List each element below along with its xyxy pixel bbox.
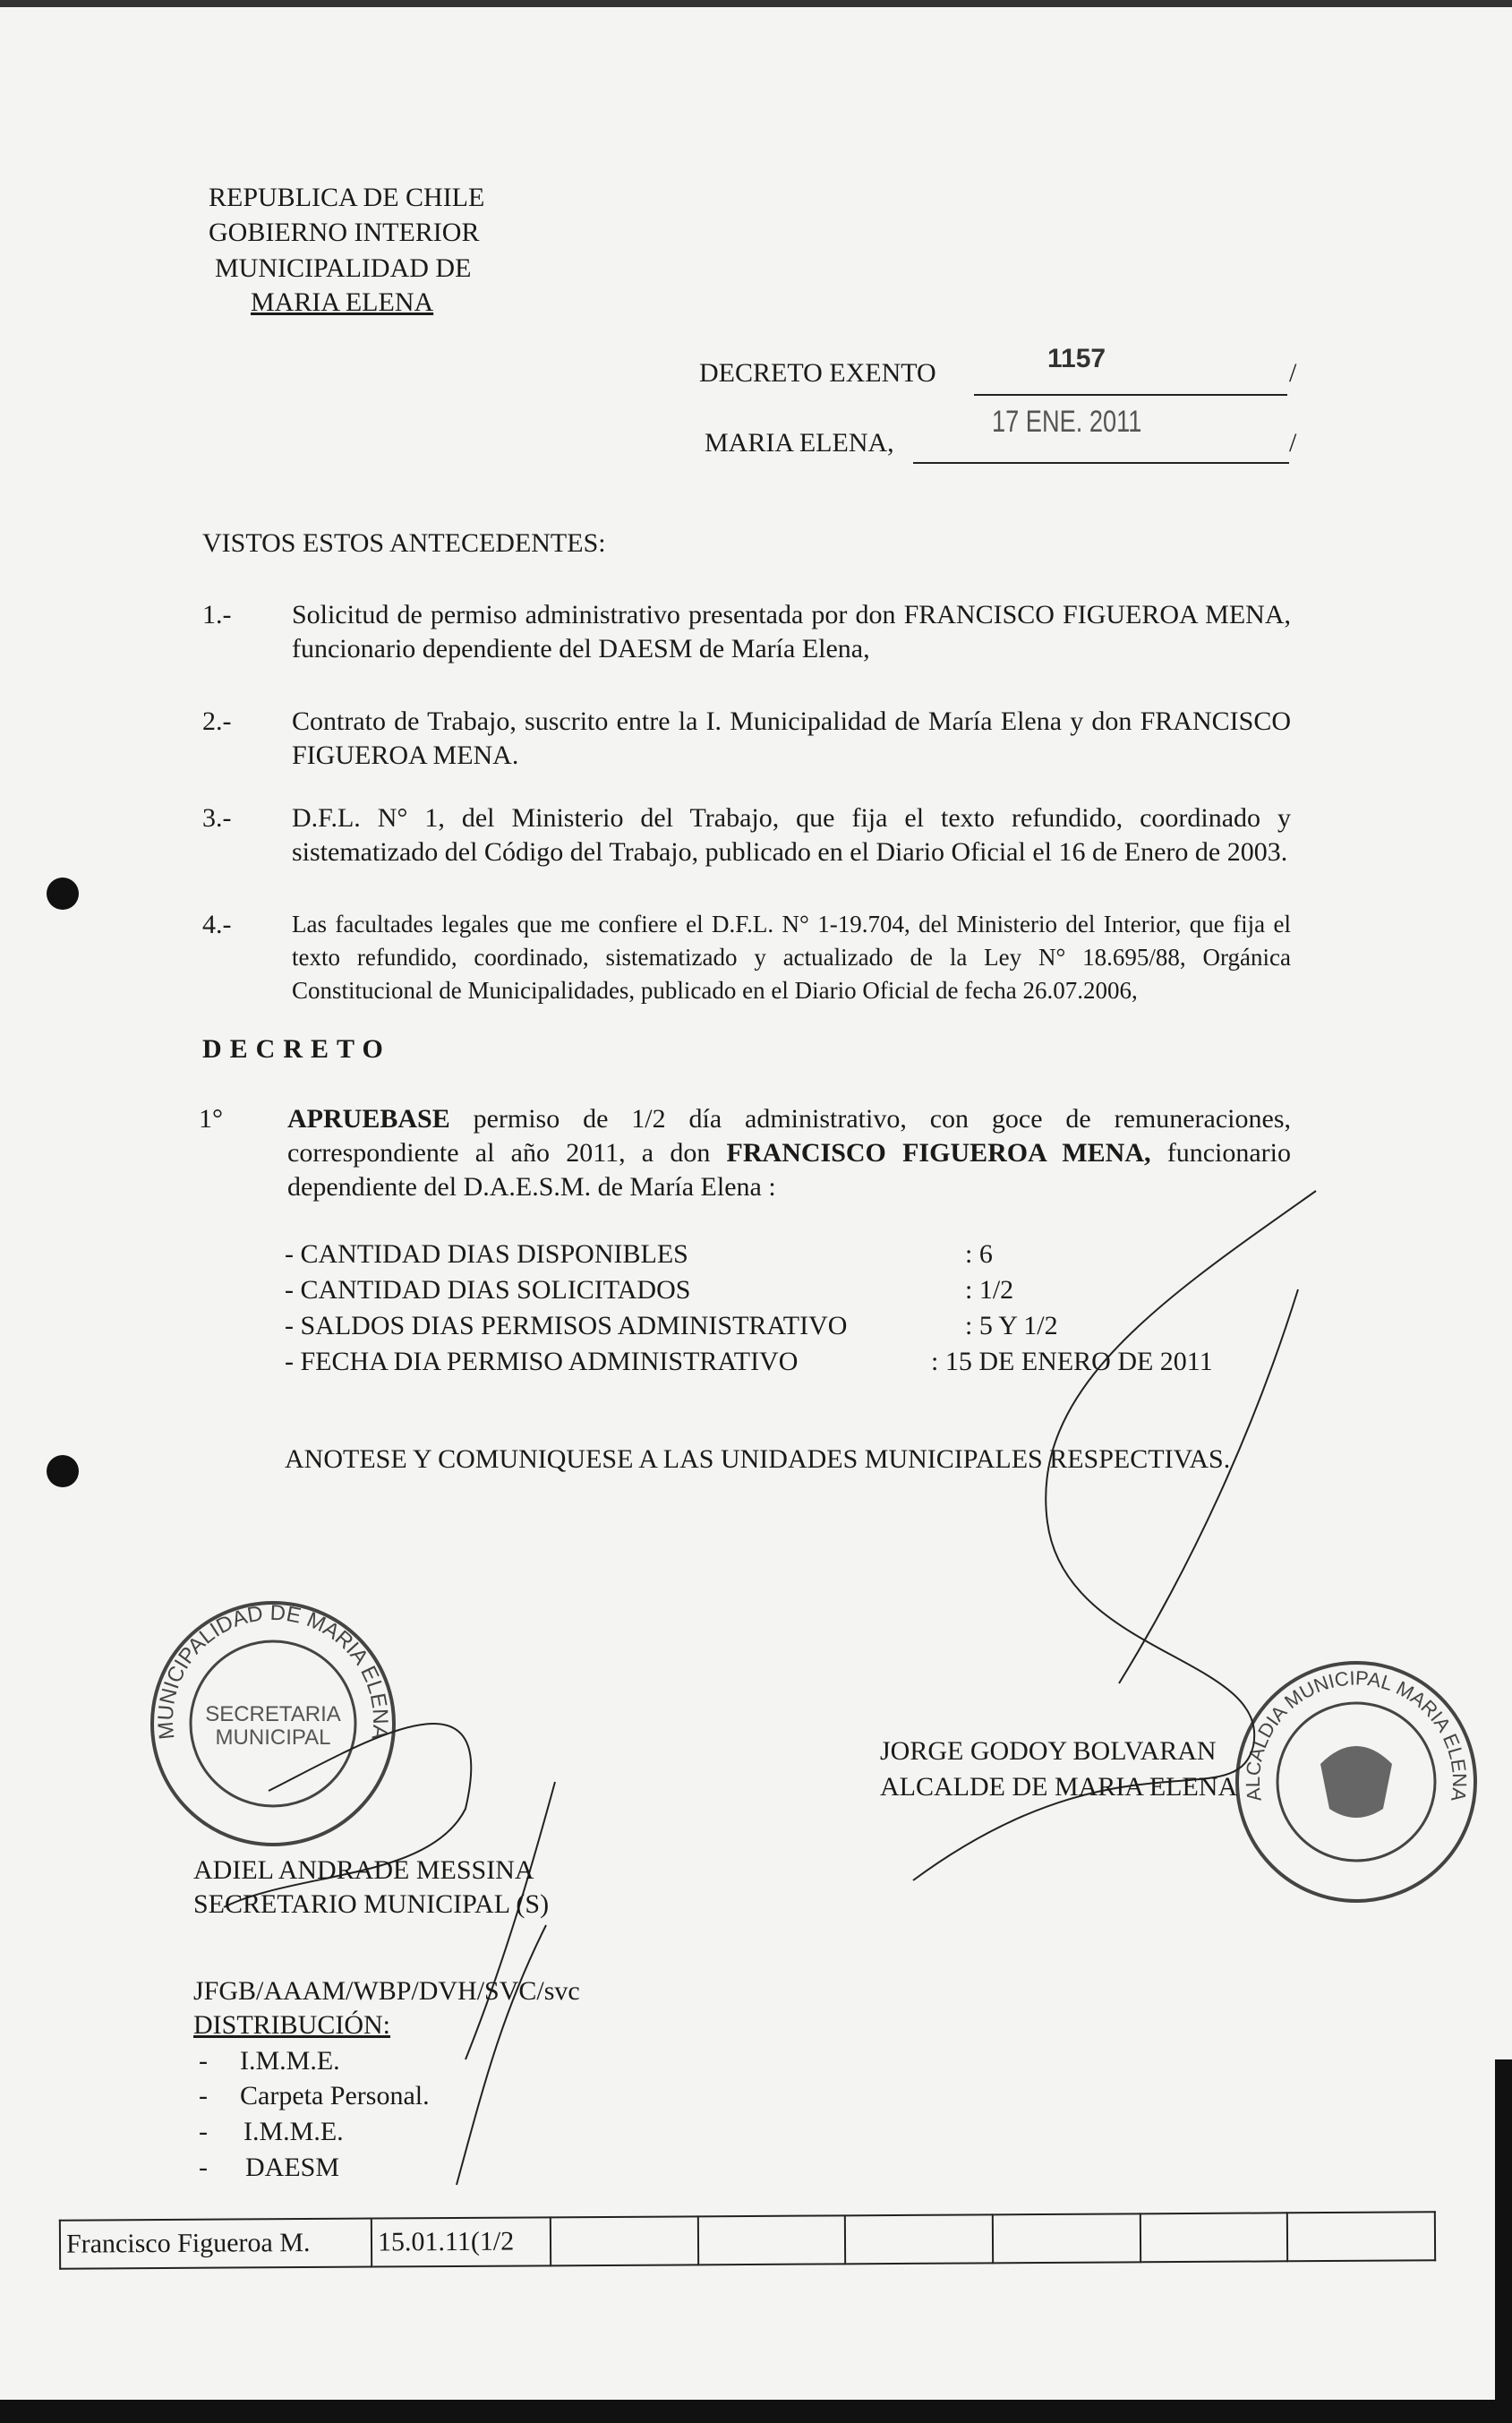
distribution-item: Carpeta Personal.	[240, 2081, 430, 2110]
stamp-ring-text: MUNICIPALIDAD DE MARIA ELENA	[153, 1600, 393, 1742]
decree-label: DECRETO EXENTO	[699, 358, 936, 388]
detail-label: - CANTIDAD DIAS SOLICITADOS	[285, 1275, 691, 1305]
decreto-number: 1°	[199, 1104, 223, 1134]
employee-name: FRANCISCO FIGUEROA MENA,	[726, 1138, 1151, 1168]
place-label: MARIA ELENA,	[705, 428, 894, 458]
date-stamp: 17 ENE. 2011	[992, 405, 1142, 439]
detail-value: : 5 Y 1/2	[965, 1311, 1058, 1340]
detail-value: : 15 DE ENERO DE 2011	[931, 1347, 1213, 1376]
mayor-role: ALCALDE DE MARIA ELENA	[880, 1772, 1238, 1802]
vistos-item-text: Las facultades legales que me confiere el D.F.L. N° 1-19.704, del Ministerio del Interior, que fija el texto refundido, coordinado, sistematizado y actualizado de la Ley N° 18.695/88, Orgánica Constitucional de Municipalidades, publicado en el Diario Oficial de fecha 26.07.2006,	[292, 911, 1291, 1004]
secretary-stamp-center: SECRETARIA MUNICIPAL	[205, 1702, 341, 1750]
decreto-title: DECRETO	[202, 1034, 391, 1064]
table-cell	[551, 2216, 698, 2265]
secretary-role: SECRETARIO MUNICIPAL (S)	[193, 1889, 550, 1919]
header-line: REPUBLICA DE CHILE	[209, 183, 485, 212]
header-line: GOBIERNO INTERIOR	[209, 218, 480, 247]
header-line: MUNICIPALIDAD DE	[215, 253, 472, 283]
item-number: 3.-	[202, 803, 232, 833]
table-cell	[845, 2214, 993, 2264]
decreto-verb: APRUEBASE	[287, 1104, 450, 1134]
distribution-item: I.M.M.E.	[240, 2046, 340, 2076]
mayor-name: JORGE GODOY BOLVARAN	[880, 1736, 1217, 1766]
decreto-text: permiso de 1/2 día administrativo, con goce de remuneraciones, correspondiente al año 2011, a don	[287, 1104, 1291, 1168]
vistos-item-text: D.F.L. N° 1, del Ministerio del Trabajo, que fija el texto refundido, coordinado y sistematizado del Código del Trabajo, publicado en el Diario Oficial el 16 de Enero de 2003.	[292, 803, 1291, 867]
detail-value: : 6	[965, 1239, 993, 1269]
footer-table	[59, 2211, 1436, 2269]
closing-text: ANOTESE Y COMUNIQUESE A LAS UNIDADES MUNICIPALES RESPECTIVAS.	[285, 1444, 1231, 1474]
bullet: -	[199, 2046, 208, 2076]
slash: /	[1289, 428, 1297, 458]
item-number: 4.-	[202, 910, 232, 939]
bullet: -	[199, 2117, 208, 2146]
table-cell: 15.01.11(1/2	[372, 2217, 551, 2266]
table-row	[60, 2212, 1435, 2268]
initials: JFGB/AAAM/WBP/DVH/SVC/svc	[193, 1976, 580, 2006]
table-cell	[697, 2215, 845, 2265]
decree-number-stamp: 1157	[1047, 344, 1106, 373]
stamp-ring-text: ALCALDIA MUNICIPAL MARIA ELENA	[1241, 1666, 1472, 1803]
bullet: -	[199, 2153, 208, 2182]
decreto-text: funcionario dependiente del D.A.E.S.M. de María Elena :	[287, 1138, 1291, 1202]
detail-value: : 1/2	[965, 1275, 1014, 1305]
distribution-item: DAESM	[245, 2153, 340, 2182]
bullet: -	[199, 2081, 208, 2110]
table-cell	[993, 2213, 1140, 2263]
item-number: 2.-	[202, 706, 232, 736]
table-cell	[1140, 2213, 1287, 2262]
item-number: 1.-	[202, 600, 232, 629]
distribution-item: I.M.M.E.	[243, 2117, 344, 2146]
table-cell: Francisco Figueroa M.	[60, 2219, 372, 2269]
detail-label: - CANTIDAD DIAS DISPONIBLES	[285, 1239, 688, 1269]
header-line: MARIA ELENA	[251, 287, 434, 317]
distribution-title: DISTRIBUCIÓN:	[193, 2010, 391, 2040]
vistos-title: VISTOS ESTOS ANTECEDENTES:	[202, 528, 606, 558]
table-cell	[1287, 2212, 1435, 2261]
slash: /	[1289, 358, 1297, 388]
detail-label: - SALDOS DIAS PERMISOS ADMINISTRATIVO	[285, 1311, 848, 1340]
vistos-item-text: Contrato de Trabajo, suscrito entre la I. Municipalidad de María Elena y don FRANCISCO FIGUEROA MENA.	[292, 706, 1291, 770]
vistos-item-text: Solicitud de permiso administrativo presentada por don FRANCISCO FIGUEROA MENA, funcionario dependiente del DAESM de María Elena,	[292, 600, 1291, 664]
secretary-name: ADIEL ANDRADE MESSINA	[193, 1855, 534, 1885]
detail-label: - FECHA DIA PERMISO ADMINISTRATIVO	[285, 1347, 799, 1376]
